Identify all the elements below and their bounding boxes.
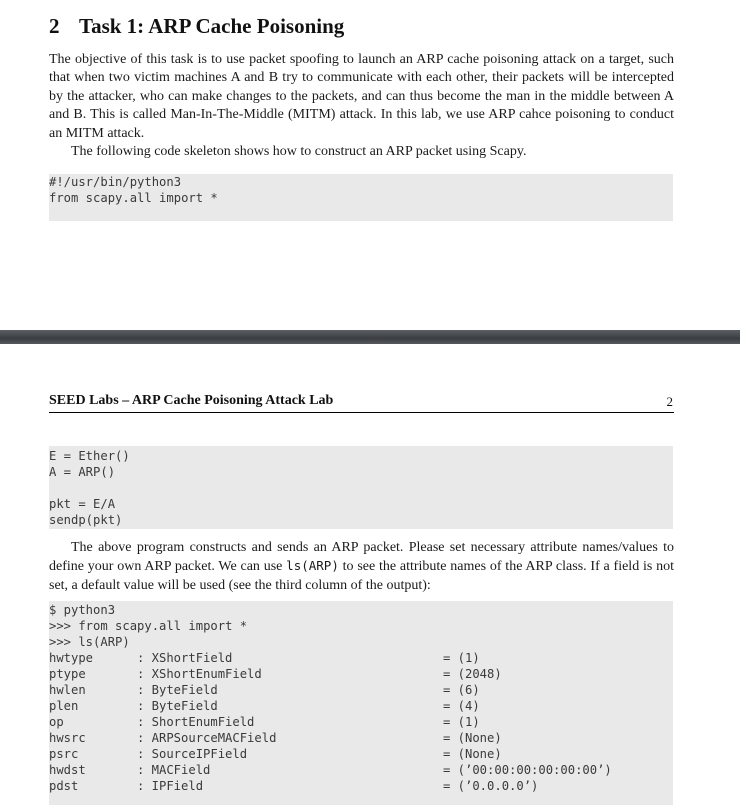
arp-field-row xyxy=(49,778,673,794)
explanation-part2: to see the attribute names of the ARP class. If a field is not set, a default value will be used (see the third column of the output): xyxy=(49,559,674,593)
console-line: >>> ls(ARP) xyxy=(49,635,130,649)
section-number: 2 xyxy=(49,14,60,38)
field-default: = (’0.0.0.0’) xyxy=(443,779,539,793)
field-name: hwlen xyxy=(49,683,86,697)
code-line: A = ARP() xyxy=(49,465,116,479)
explanation-part1: The above program constructs and sends an ARP packet. Please set necessary attribute names/values to define your own ARP packet. We can use xyxy=(49,540,674,575)
field-name: hwtype xyxy=(49,651,94,665)
arp-field-list xyxy=(49,650,673,794)
console-line: >>> from scapy.all import * xyxy=(49,619,248,633)
console-output-block xyxy=(49,601,673,805)
arp-field-row xyxy=(49,714,673,730)
field-default: = (1) xyxy=(443,651,480,665)
field-name: plen xyxy=(49,699,79,713)
field-type: : SourceIPField xyxy=(137,747,248,761)
field-default: = (’00:00:00:00:00:00’) xyxy=(443,763,612,777)
field-default: = (2048) xyxy=(443,667,502,681)
field-type: : MACField xyxy=(137,763,211,777)
field-type: : ShortEnumField xyxy=(137,715,255,729)
arp-field-row xyxy=(49,698,673,714)
inline-code-ls: ls(ARP) xyxy=(286,558,339,574)
document-page-2 xyxy=(0,344,740,805)
field-name: op xyxy=(49,715,64,729)
field-type: : ByteField xyxy=(137,683,218,697)
section-heading xyxy=(49,14,344,39)
field-name: hwsrc xyxy=(49,731,86,745)
field-type: : XShortField xyxy=(137,651,233,665)
field-default: = (None) xyxy=(443,747,502,761)
field-default: = (4) xyxy=(443,699,480,713)
running-title: SEED Labs – ARP Cache Poisoning Attack Lab xyxy=(49,393,334,408)
page-divider xyxy=(0,330,740,344)
field-default: = (1) xyxy=(443,715,480,729)
arp-field-row xyxy=(49,682,673,698)
page-number: 2 xyxy=(666,394,673,409)
document-page-1 xyxy=(0,0,740,330)
field-type: : XShortEnumField xyxy=(137,667,262,681)
field-name: pdst xyxy=(49,779,79,793)
code-line: sendp(pkt) xyxy=(49,513,123,527)
arp-field-row xyxy=(49,730,673,746)
section-title: Task 1: ARP Cache Poisoning xyxy=(79,14,345,38)
code-skeleton-intro: The following code skeleton shows how to construct an ARP packet using Scapy. xyxy=(71,144,527,159)
arp-field-row xyxy=(49,666,673,682)
field-default: = (6) xyxy=(443,683,480,697)
arp-code-block xyxy=(49,446,673,529)
code-line: from scapy.all import * xyxy=(49,191,218,205)
field-type: : ARPSourceMACField xyxy=(137,731,277,745)
code-skeleton-block xyxy=(49,174,673,221)
explanation-paragraph xyxy=(49,539,674,595)
field-name: ptype xyxy=(49,667,86,681)
running-header xyxy=(49,392,674,413)
code-line: #!/usr/bin/python3 xyxy=(49,175,182,189)
arp-field-row xyxy=(49,746,673,762)
arp-field-row xyxy=(49,762,673,778)
code-line: pkt = E/A xyxy=(49,497,116,511)
field-default: = (None) xyxy=(443,731,502,745)
console-line: $ python3 xyxy=(49,603,116,617)
arp-field-row xyxy=(49,650,673,666)
field-name: psrc xyxy=(49,747,79,761)
objective-paragraph: The objective of this task is to use packet spoofing to launch an ARP cache poisoning attack on a target, such that when two victim machines A and B try to communicate with each other, their packets will be intercepted by the attacker, who can make changes to the packets, and can thus become the man in the middle between A and B. This is called Man-In-The-Middle (MITM) attack. In this lab, we use ARP cahce poisoning to conduct an MITM attack. xyxy=(49,52,674,141)
field-type: : ByteField xyxy=(137,699,218,713)
code-line: E = Ether() xyxy=(49,449,130,463)
field-type: : IPField xyxy=(137,779,204,793)
field-name: hwdst xyxy=(49,763,86,777)
